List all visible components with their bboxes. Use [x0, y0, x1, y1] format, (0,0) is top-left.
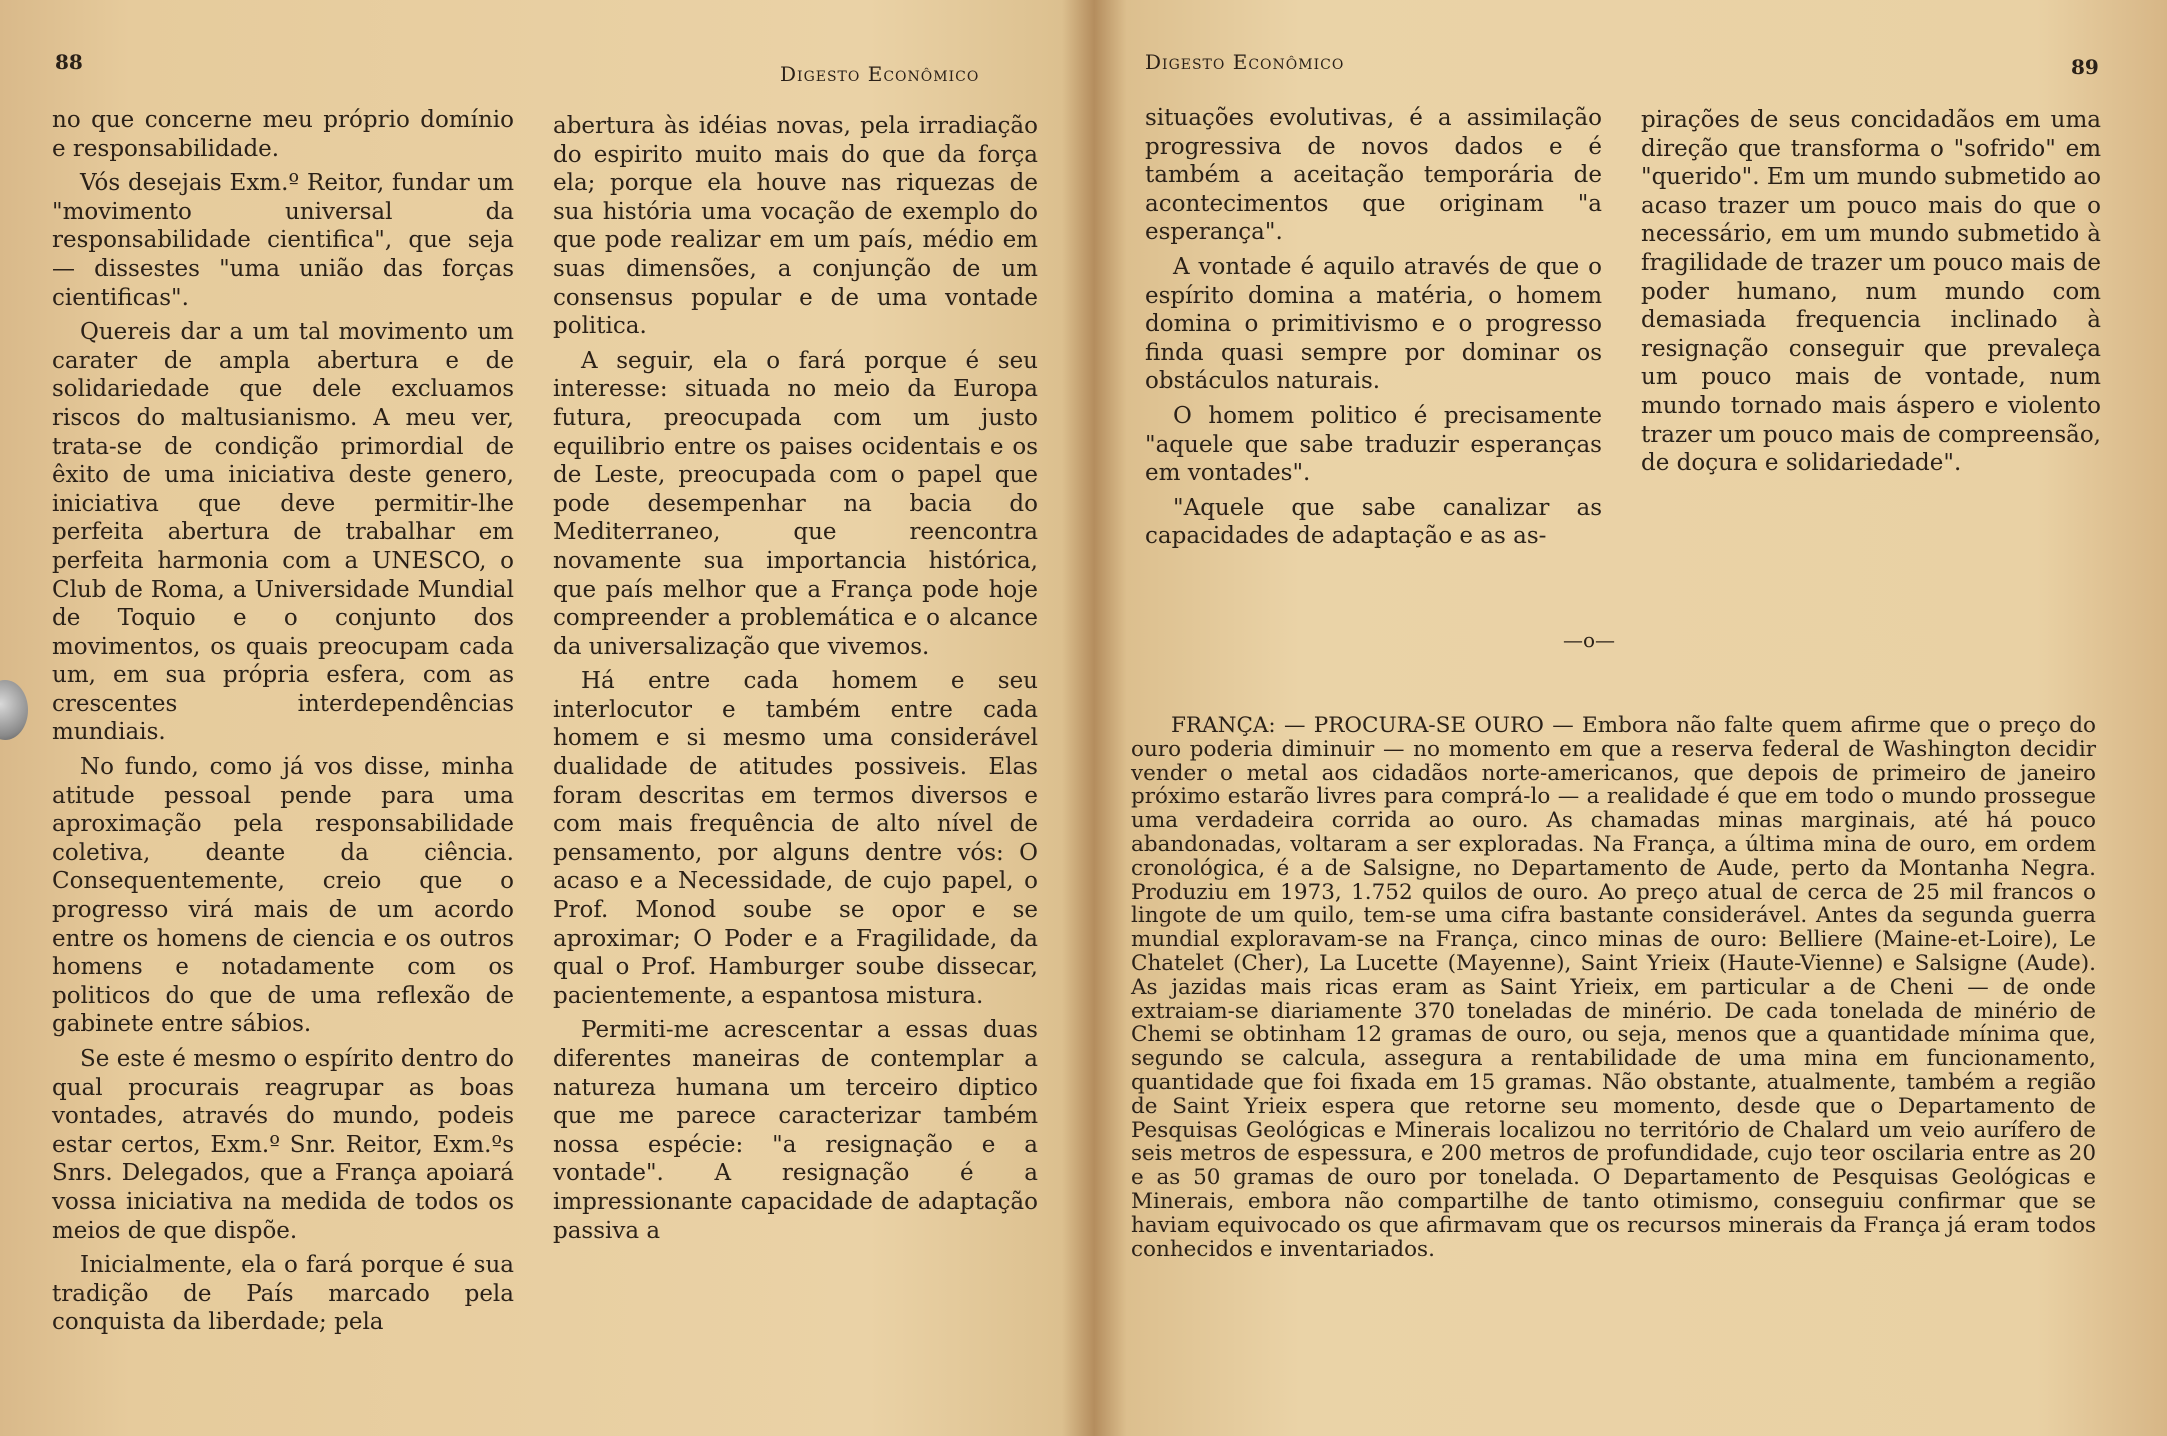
- paragraph: situações evolutivas, é a assimilação progressiva de novos dados e é também a aceitação temporária de acontecimentos que originam "a esperança".: [1145, 105, 1602, 246]
- page-number-right: 89: [2071, 55, 2099, 79]
- paragraph: Vós desejais Exm.º Reitor, fundar um "movimento universal da responsabilidade cientifica", que seja — dissestes "uma união das forças cientificas".: [52, 170, 514, 311]
- section-separator: —o—: [1563, 628, 1616, 652]
- page-number-left: 88: [55, 50, 83, 74]
- paragraph: "Aquele que sabe canalizar as capacidades de adaptação e as as-: [1145, 494, 1602, 550]
- paragraph: A vontade é aquilo através de que o espírito domina a matéria, o homem domina o primitivismo e o progresso finda quasi sempre por dominar os obstáculos naturais.: [1145, 253, 1602, 395]
- paragraph: Inicialmente, ela o fará porque é sua tradição de País marcado pela conquista da liberdade; pela: [52, 1252, 514, 1336]
- paragraph: no que concerne meu próprio domínio e responsabilidade.: [52, 107, 514, 162]
- right-column-1: [1145, 104, 1602, 557]
- paragraph: O homem politico é precisamente "aquele que sabe traduzir esperanças em vontades".: [1145, 402, 1602, 487]
- paragraph: Quereis dar a um tal movimento um carater de ampla abertura e de solidariedade que dele excluamos riscos do maltusianismo. A meu ver, trata-se de condição primordial de êxito de uma iniciativa deste genero, iniciativa que deve permitir-lhe perfeita abertura de trabalhar em perfeita harmonia com a UNESCO, o Club de Roma, a Universidade Mundial de Toquio e o conjunto dos movimentos, os quais preocupam cada um, em sua própria esfera, com as crescentes interdependências mundiais.: [52, 319, 514, 746]
- paragraph: Permiti-me acrescentar a essas duas diferentes maneiras de contemplar a natureza humana um terceiro diptico que me parece caracterizar também nossa espécie: "a resignação e a vontade". A resignação é a impressionante capacidade de adaptação passiva a: [553, 1017, 1038, 1244]
- paragraph: abertura às idéias novas, pela irradiação do espirito muito mais do que da força ela; porque ela houve nas riquezas de sua história uma vocação de exemplo do que pode realizar em um país, médio em suas dimensões, a conjunção de um consensus popular e de uma vontade politica.: [553, 113, 1038, 340]
- right-column-2: [1641, 106, 2101, 484]
- paragraph: Se este é mesmo o espírito dentro do qual procurais reagrupar as boas vontades, através do mundo, podeis estar certos, Exm.º Snr. Reitor, Exm.ºs Snrs. Delegados, que a França apoiará vossa iniciativa na medida de todos os meios de que dispõe.: [52, 1046, 514, 1244]
- paragraph: pirações de seus concidadãos em uma direção que transforma o "sofrido" em "querido". Em um mundo submetido ao acaso trazer um pouco mais do que o necessário, em um mundo submetido à fragilidade de trazer um pouco mais de poder humano, num mundo com demasiada frequencia inclinado à resignação conseguir que prevaleça um pouco mais de vontade, num mundo tornado mais áspero e violento trazer um pouco mais de compreensão, de doçura e solidariedade".: [1641, 107, 2101, 477]
- running-head-right: Digesto Econômico: [1145, 50, 1345, 74]
- paragraph: Há entre cada homem e seu interlocutor e também entre cada homem e si mesmo uma considerável dualidade de atitudes possiveis. Elas foram descritas em termos diversos e com mais frequência de alto nível de pensamento, por alguns dentre vós: O acaso e a Necessidade, de cujo papel, o Prof. Monod soube se opor e se aproximar; O Poder e a Fragilidade, da qual o Prof. Hamburger soube dissecar, pacientemente, a espantosa mistura.: [553, 668, 1038, 1009]
- left-column-2: [553, 112, 1038, 1251]
- right-page: [1093, 0, 2167, 1436]
- left-column-1: [52, 106, 514, 1343]
- coin-object: [0, 680, 28, 740]
- news-paragraph: FRANÇA: — PROCURA-SE OURO — Embora não falte quem afirme que o preço do ouro poderia diminuir — no momento em que a reserva federal de Washington decidir vender o metal aos cidadãos norte-americanos, que depois de primeiro de janeiro próximo estarão livres para comprá-lo — a realidade é que em todo o mundo prossegue uma verdadeira corrida ao ouro. As chamadas minas marginais, até há pouco abandonadas, voltaram a ser exploradas. Na França, a última mina de ouro, em ordem cronológica, é a de Salsigne, no Departamento de Aude, perto da Montanha Negra. Produziu em 1973, 1.752 quilos de ouro. Ao preço atual de cerca de 25 mil francos o lingote de um quilo, tem-se uma cifra bastante considerável. Antes da segunda guerra mundial exploravam-se na França, cinco minas de ouro: Belliere (Maine-et-Loire), Le Chatelet (Cher), La Lucette (Mayenne), Saint Yrieix (Haute-Vienne) e Salsigne (Aude). As jazidas mais ricas eram as Saint Yrieix, em particular a de Cheni — de onde extraiam-se diariamente 370 toneladas de minério. De cada tonelada de minério de Chemi se obtinham 12 gramas de ouro, ou seja, menos que a quantidade mínima que, segundo se calcula, assegura a rentabilidade de uma mina em funcionamento, quantidade que foi fixada em 15 gramas. Não obstante, atualmente, também a região de Saint Yrieix espera que retorne seu momento, desde que o Departamento de Pesquisas Geológicas e Minerais localizou no território de Chalard um veio aurífero de seis metros de espessura, e 200 metros de profundidade, cujo teor oscilaria entre as 20 e as 50 gramas de ouro por tonelada. O Departamento de Pesquisas Geológicas e Minerais, embora não compartilhe de tanto otimismo, conseguiu confirmar que se haviam equivocado os que afirmavam que os recursos minerais da França já eram todos conhecidos e inventariados.: [1131, 713, 2096, 1262]
- paragraph: A seguir, ela o fará porque é seu interesse: situada no meio da Europa futura, preocupada com um justo equilibrio entre os paises ocidentais e os de Leste, preocupada com o papel que pode desempenhar na bacia do Mediterraneo, que reencontra novamente sua importancia histórica, que país melhor que a França pode hoje compreender a problemática e o alcance da universalização que vivemos.: [553, 347, 1038, 660]
- running-head-left: Digesto Econômico: [780, 62, 980, 86]
- news-item: [1131, 714, 2096, 1261]
- left-page: [0, 0, 1070, 1436]
- paragraph: No fundo, como já vos disse, minha atitude pessoal pende para uma aproximação pela responsabilidade coletiva, deante da ciência. Consequentemente, creio que o progresso virá mais de um acordo entre os homens de ciencia e os outros homens e notadamente com os politicos do que de uma reflexão de gabinete entre sábios.: [52, 754, 514, 1038]
